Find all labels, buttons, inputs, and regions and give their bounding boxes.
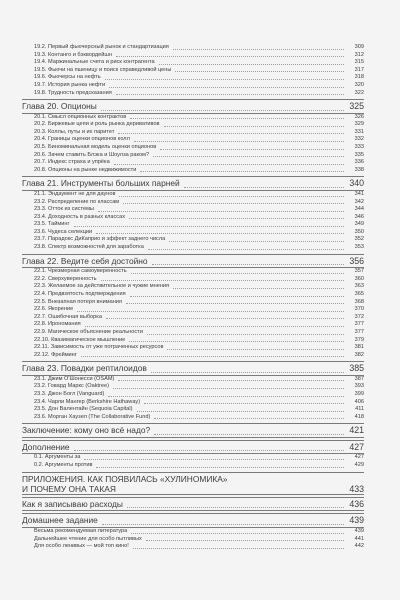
- toc-entry-title: 23.4. Чарли Мангер (Berkshire Hathaway): [34, 398, 141, 405]
- dot-leader: [130, 117, 344, 119]
- toc-page-number: 439: [349, 515, 364, 526]
- toc-entry-title: 21.1. Эндаумент не для даунов: [34, 190, 116, 197]
- toc-entry-title: 20.8. Опционы на рынке недвижимости: [34, 166, 137, 173]
- dot-leader: [114, 163, 344, 165]
- toc-subentry: [22, 291, 364, 299]
- toc-entry-title: 19.8. Трудность предсказания: [34, 89, 112, 96]
- toc-entry-title: Глава 23. Повадки рептилоидов: [22, 363, 147, 374]
- dot-leader: [101, 109, 344, 111]
- toc-page-number: 329: [354, 121, 364, 128]
- toc-page-number: 350: [354, 228, 364, 235]
- toc-entry-title: Домашнее задание: [22, 515, 98, 526]
- toc-page-number: 382: [354, 351, 364, 358]
- toc-subentry: [22, 67, 364, 75]
- toc-page-number: 344: [354, 206, 364, 213]
- toc-page-number: 429: [354, 461, 364, 468]
- dot-leader: [74, 449, 344, 451]
- toc-page-number: 372: [354, 313, 364, 320]
- toc-subentry: [22, 229, 364, 237]
- toc-page-number: 341: [354, 190, 364, 197]
- toc-entry-title: 23.2. Говард Маркс (Oaktree): [34, 383, 110, 390]
- dot-leader: [98, 210, 344, 212]
- toc-entry-title: 22.11. Зависимость от уже потраченных ресурсов: [34, 344, 164, 351]
- toc-subentry: [22, 414, 364, 422]
- toc-chapter: [22, 423, 364, 438]
- toc-subentry: [22, 191, 364, 199]
- dot-leader: [144, 402, 344, 404]
- toc-subentry: [22, 129, 364, 137]
- toc-chapter: [22, 440, 364, 455]
- dot-leader: [129, 340, 344, 342]
- toc-subentry: [22, 167, 364, 175]
- toc-subentry: [22, 321, 364, 329]
- dot-leader: [169, 240, 344, 242]
- toc-page-number: 427: [354, 454, 364, 461]
- toc-entry-title: 20.1. Смысл опционных контрактов: [34, 113, 127, 120]
- toc-page-number: 377: [354, 328, 364, 335]
- toc-subentry: [22, 268, 364, 276]
- dot-leader: [184, 186, 344, 188]
- toc-subentry: [22, 306, 364, 314]
- toc-entry-title: 0.2. Аргументы против: [34, 461, 93, 468]
- toc-page-number: 441: [354, 535, 364, 542]
- toc-subentry: [22, 344, 364, 352]
- table-of-contents: [22, 44, 364, 551]
- toc-page-number: 360: [354, 275, 364, 282]
- toc-subentry: [22, 114, 364, 122]
- dot-leader: [146, 539, 344, 541]
- toc-page-number: 387: [354, 375, 364, 382]
- dot-leader: [116, 93, 344, 95]
- toc-subentry: [22, 159, 364, 167]
- toc-chapter: [22, 176, 364, 191]
- toc-subentry: [22, 236, 364, 244]
- toc-subentry: [22, 462, 364, 470]
- toc-page-number: 418: [354, 413, 364, 420]
- dot-leader: [131, 272, 344, 274]
- dot-leader: [105, 78, 344, 80]
- dot-leader: [148, 248, 344, 250]
- toc-entry-title: 23.4. Доходность в разных классах: [34, 213, 126, 220]
- toc-page-number: 309: [354, 44, 364, 50]
- toc-subentry: [22, 244, 364, 252]
- toc-entry-title: 22.4. Предвзятость подтверждения: [34, 290, 126, 297]
- toc-page-number: 385: [349, 363, 364, 374]
- toc-subentry: [22, 528, 364, 536]
- toc-entry-title: 19.4. Маржинальные счета и риск контрагента: [34, 59, 155, 66]
- toc-entry-title: Глава 20. Опционы: [22, 101, 97, 112]
- dot-leader: [167, 348, 344, 350]
- toc-page-number: 377: [354, 321, 364, 328]
- dot-leader: [102, 523, 344, 525]
- toc-page-number: 331: [354, 128, 364, 135]
- toc-entry-title: 23.3. Отток из системы: [34, 206, 94, 213]
- toc-entry-title: 20.4. Границы оценки опционов колл: [34, 136, 130, 143]
- toc-entry-title: 20.6. Зачем ставить Блэка и Шоулза раком?: [34, 151, 150, 158]
- dot-leader: [118, 379, 344, 381]
- toc-page-number: 368: [354, 298, 364, 305]
- toc-page-number: 427: [349, 441, 364, 452]
- dot-leader: [175, 70, 344, 72]
- toc-entry-title: 23.8. Спектр возможностей для заработка: [34, 244, 144, 251]
- toc-entry-title: 23.5. Тайминг: [34, 221, 70, 228]
- toc-entry-title: 22.2. Сверхуверенность: [34, 275, 97, 282]
- toc-page-number: 352: [354, 236, 364, 243]
- dot-leader: [173, 48, 344, 50]
- toc-subentry: [22, 152, 364, 160]
- toc-page-number: 336: [354, 159, 364, 166]
- dot-leader: [85, 325, 344, 327]
- toc-subentry: [22, 406, 364, 414]
- toc-page-number: 346: [354, 213, 364, 220]
- dot-leader: [152, 263, 344, 265]
- toc-entry-title: 23.6. Чудеса селекции: [34, 228, 93, 235]
- toc-page-number: 363: [354, 283, 364, 290]
- toc-entry-title: Глава 22. Ведите себя достойно: [22, 255, 148, 266]
- toc-subentry: [22, 352, 364, 360]
- dot-leader: [153, 155, 344, 157]
- toc-subentry: [22, 383, 364, 391]
- toc-entry-title: 20.5. Биноминальная модель оценки опционов: [34, 144, 157, 151]
- dot-leader: [173, 287, 344, 289]
- toc-page-number: 442: [354, 543, 364, 550]
- dot-leader: [154, 417, 344, 419]
- toc-page-number: 322: [354, 89, 364, 96]
- toc-subentry: [22, 337, 364, 345]
- toc-page-number: 312: [354, 51, 364, 58]
- toc-subentry: [22, 214, 364, 222]
- dot-leader: [130, 295, 344, 297]
- dot-leader: [84, 458, 344, 460]
- toc-page-number: 318: [354, 74, 364, 81]
- toc-subentry: [22, 314, 364, 322]
- toc-entry-title: 22.12. Фрейминг: [34, 351, 77, 358]
- toc-page-number: 338: [354, 166, 364, 173]
- dot-leader: [147, 333, 344, 335]
- toc-chapter: [22, 254, 364, 269]
- toc-entry-title: 22.10. Квазимагическое мышление: [34, 336, 126, 343]
- toc-entry-title: 19.3. Контанго и бэквордейшн: [34, 51, 112, 58]
- dot-leader: [118, 132, 344, 134]
- toc-subentry: [22, 543, 364, 551]
- toc-subentry: [22, 299, 364, 307]
- toc-entry-title: 22.7. Ошибочная выборка: [34, 313, 102, 320]
- toc-entry-title: 23.6. Морган Хаузел (The Collaborative Fund): [34, 413, 151, 420]
- toc-page-number: 436: [349, 498, 364, 509]
- toc-subentry: [22, 454, 364, 462]
- dot-leader: [140, 170, 344, 172]
- toc-entry-title: 23.2. Распределение по классам: [34, 198, 120, 205]
- toc-entry-title: 19.5. Фьючи на пшеницу и поиск справедливой цены: [34, 66, 172, 73]
- toc-entry-title: Как я записываю расходы: [22, 498, 123, 509]
- dot-leader: [81, 355, 344, 357]
- toc-page-number: 393: [354, 383, 364, 390]
- toc-subentry: [22, 391, 364, 399]
- dot-leader: [126, 302, 344, 304]
- toc-page-number: 340: [349, 178, 364, 189]
- toc-entry-title: 0.1. Аргументы за: [34, 454, 81, 461]
- toc-entry-title: 23.1. Джим О'Шонесси (OSAM): [34, 375, 115, 382]
- toc-entry-title: 22.6. Якорение: [34, 306, 74, 313]
- dot-leader: [119, 195, 344, 197]
- toc-entry-title: 19.6. Фьючерсы на нефть: [34, 74, 101, 81]
- toc-page-number: 342: [354, 198, 364, 205]
- dot-leader: [96, 232, 344, 234]
- toc-page-number: 333: [354, 144, 364, 151]
- toc-subentry: [22, 199, 364, 207]
- dot-leader: [131, 532, 344, 534]
- toc-section-title: [22, 474, 227, 494]
- toc-entry-title: 20.7. Индекс страха и упрёка: [34, 159, 110, 166]
- toc-chapter: [22, 361, 364, 376]
- toc-page-number: 439: [354, 527, 364, 534]
- toc-subentry: [22, 59, 364, 67]
- toc-page-number: 332: [354, 136, 364, 143]
- toc-chapter: [22, 99, 364, 114]
- toc-entry-title: 23.7. Парадокс ДиКаприо и эффект заднего числа: [34, 236, 166, 243]
- dot-leader: [127, 506, 344, 508]
- toc-page-number: 325: [349, 101, 364, 112]
- toc-page-number: 353: [354, 244, 364, 251]
- toc-entry-title: 23.3. Джон Богл (Vanguard): [34, 390, 105, 397]
- dot-leader: [123, 202, 344, 204]
- toc-entry-title: Для особо ленивых — мой топ кино!: [34, 543, 129, 550]
- toc-page-number: 326: [354, 113, 364, 120]
- toc-subentry: [22, 376, 364, 384]
- toc-entry-title: 22.5. Внезапная потеря внимания: [34, 298, 122, 305]
- toc-section: [22, 472, 364, 495]
- toc-section-title-line: ПРИЛОЖЕНИЯ. КАК ПОЯВИЛАСЬ «ХУЛИНОМИКА»: [22, 473, 228, 484]
- toc-subentry: [22, 52, 364, 60]
- toc-page-number: 421: [349, 425, 364, 436]
- toc-subentry: [22, 82, 364, 90]
- toc-subentry: [22, 206, 364, 214]
- toc-page-number: 357: [354, 268, 364, 275]
- dot-leader: [74, 225, 345, 227]
- dot-leader: [106, 317, 344, 319]
- dot-leader: [116, 55, 344, 57]
- dot-leader: [154, 433, 344, 435]
- toc-subentry: [22, 144, 364, 152]
- dot-leader: [109, 86, 344, 88]
- toc-entry-title: 22.9. Магическое объяснение реальности: [34, 328, 143, 335]
- dot-leader: [101, 279, 344, 281]
- toc-entry-title: Дальнейшее чтение для особо пытливых: [34, 535, 142, 542]
- dot-leader: [77, 310, 344, 312]
- toc-subentry: [22, 136, 364, 144]
- toc-page-number: 370: [354, 306, 364, 313]
- toc-entry-title: Заключение: кому оно всё надо?: [22, 425, 151, 436]
- toc-page-number: 349: [354, 221, 364, 228]
- dot-leader: [108, 395, 344, 397]
- dot-leader: [160, 148, 344, 150]
- toc-entry-title: Весьма рекомендуемая литература: [34, 527, 128, 534]
- toc-entry-title: Глава 21. Инструменты больших парней: [22, 178, 180, 189]
- toc-section-title-line: И ПОЧЕМУ ОНА ТАКАЯ: [22, 483, 116, 494]
- toc-page-number: 411: [355, 406, 364, 413]
- toc-entry-title: 23.5. Дон Валентайн (Sequoia Capital): [34, 406, 133, 413]
- toc-subentry: [22, 536, 364, 544]
- toc-entry-title: 20.3. Коллы, путы и их паритет: [34, 128, 115, 135]
- toc-page-number: 320: [354, 81, 364, 88]
- toc-entry-title: 22.3. Желаемое за действительное и чужие мнения: [34, 283, 170, 290]
- toc-page-number: 315: [354, 59, 364, 66]
- toc-subentry: [22, 74, 364, 82]
- toc-entry-title: 22.8. Ирономания: [34, 321, 81, 328]
- dot-leader: [159, 63, 344, 65]
- dot-leader: [133, 547, 344, 549]
- dot-leader: [151, 371, 344, 373]
- dot-leader: [164, 125, 344, 127]
- toc-page-number: 399: [354, 390, 364, 397]
- dot-leader: [134, 140, 344, 142]
- toc-page-number: 356: [349, 255, 364, 266]
- toc-page-number: 335: [354, 151, 364, 158]
- dot-leader: [113, 387, 344, 389]
- toc-page-number: 365: [354, 290, 364, 297]
- toc-entry-title: 20.2. Биржевые цепи и роль рынка деривативов: [34, 121, 160, 128]
- dot-leader: [96, 466, 344, 468]
- toc-entry-title: 22.1. Чрезмерная самоуверенность: [34, 268, 127, 275]
- toc-entry-title: Дополнение: [22, 441, 70, 452]
- toc-subentry: [22, 90, 364, 98]
- toc-page-number: 406: [354, 398, 364, 405]
- toc-chapter: [22, 497, 364, 512]
- toc-subentry: [22, 121, 364, 129]
- toc-subentry: [22, 221, 364, 229]
- toc-subentry: [22, 44, 364, 52]
- toc-entry-title: 19.2. Первый фьючерсный рынок и стандартизация: [34, 44, 169, 50]
- toc-chapter: [22, 513, 364, 528]
- dot-leader: [137, 410, 344, 412]
- toc-page-number: 317: [354, 66, 364, 73]
- toc-subentry: [22, 283, 364, 291]
- toc-subentry: [22, 329, 364, 337]
- toc-entry-title: 19.7. История рынка нефти: [34, 81, 106, 88]
- toc-page-number: 381: [354, 344, 364, 351]
- dot-leader: [129, 217, 344, 219]
- toc-page-number: 379: [354, 336, 364, 343]
- toc-page-number: 433: [349, 483, 364, 494]
